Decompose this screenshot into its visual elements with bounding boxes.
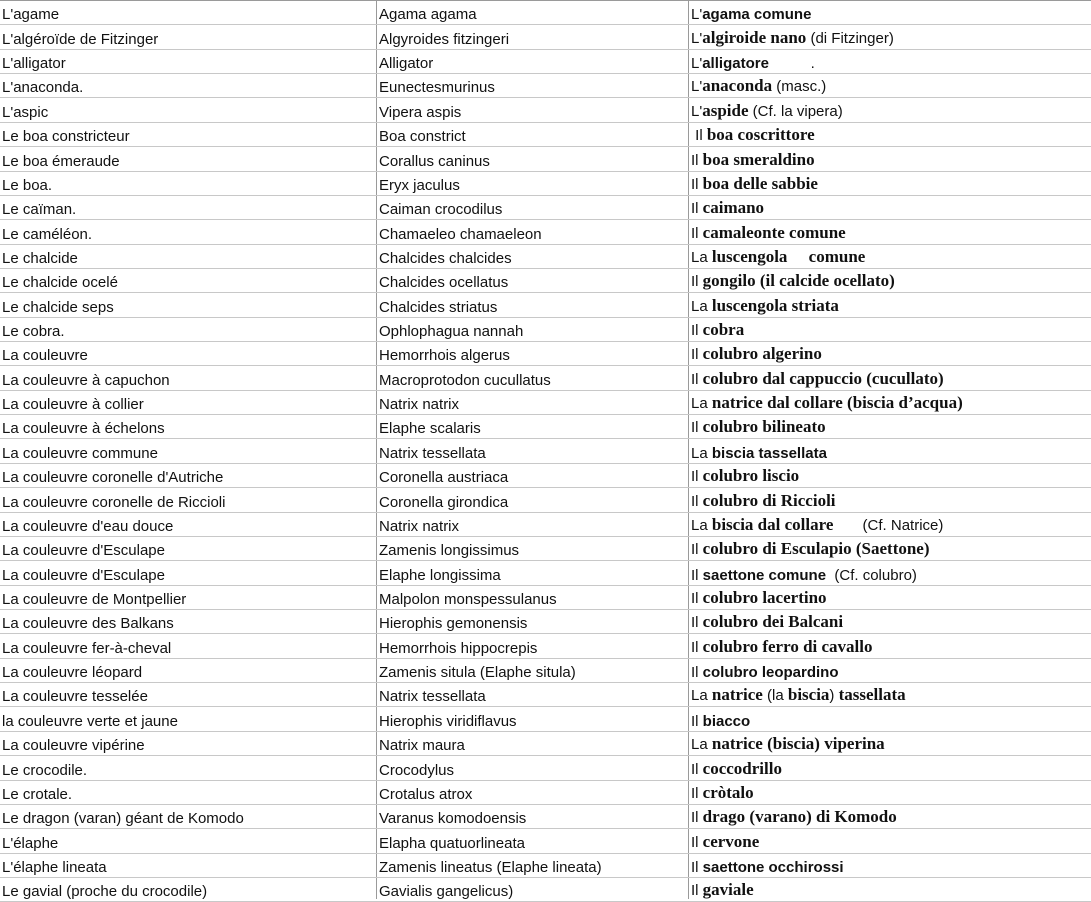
italian-name-bold: colubro bilineato xyxy=(702,417,826,437)
italian-name-text: L' xyxy=(691,102,703,120)
italian-name-bold: aspide xyxy=(702,100,749,120)
italian-name-text: Il xyxy=(691,614,703,632)
italian-name-text: La xyxy=(691,736,712,754)
table-row xyxy=(0,1,1091,25)
italian-name-bold: colubro liscio xyxy=(702,466,800,486)
cell-scientific-name[interactable]: Zamenis lineatus (Elaphe lineata) xyxy=(379,858,602,876)
cell-french-name[interactable]: Le chalcide seps xyxy=(2,298,114,316)
italian-name-text: (Cf. colubro) xyxy=(826,566,917,584)
cell-french-name[interactable]: Le dragon (varan) géant de Komodo xyxy=(2,810,244,828)
table-row xyxy=(0,781,1091,805)
italian-name-bold: agama comune xyxy=(702,6,812,24)
italian-name-text: La xyxy=(691,395,712,413)
cell-french-name[interactable]: Le boa. xyxy=(2,176,53,194)
cell-french-name[interactable]: Le crocodile. xyxy=(2,761,88,779)
cell-italian-name[interactable] xyxy=(691,123,1089,146)
italian-name-text: Il xyxy=(691,638,703,656)
table-row xyxy=(0,220,1091,244)
cell-italian-name[interactable] xyxy=(691,513,1089,536)
italian-name-bold: colubro algerino xyxy=(702,344,822,364)
italian-name-text: Il xyxy=(691,541,703,559)
table-row xyxy=(0,366,1091,390)
italian-name-text: Il xyxy=(691,858,703,876)
italian-name-bold: natrice (biscia) viperina xyxy=(711,734,885,754)
italian-name-text: Il xyxy=(691,784,703,802)
italian-name-text: Il xyxy=(691,224,703,242)
italian-name-bold: camaleonte comune xyxy=(702,222,846,242)
cell-italian-name[interactable] xyxy=(691,1,1089,24)
table-row xyxy=(0,683,1091,707)
cell-scientific-name[interactable]: Natrix natrix xyxy=(379,396,460,414)
italian-name-text: L' xyxy=(691,55,703,73)
cell-italian-name[interactable] xyxy=(691,245,1089,268)
cell-scientific-name[interactable]: Hierophis gemonensis xyxy=(379,615,528,633)
italian-name-text: (la xyxy=(762,687,788,705)
italian-name-bold: biacco xyxy=(702,712,751,730)
cell-italian-name[interactable] xyxy=(691,439,1089,462)
table-row xyxy=(0,25,1091,49)
italian-name-text: (Cf. la vipera) xyxy=(748,102,843,120)
italian-name-text: Il xyxy=(691,882,703,900)
cell-scientific-name[interactable]: Eunectesmurinus xyxy=(379,79,495,97)
italian-name-text: Il xyxy=(691,566,703,584)
italian-name-text: Il xyxy=(691,419,703,437)
cell-scientific-name[interactable]: Varanus komodoensis xyxy=(379,810,527,828)
italian-name-text: Il xyxy=(691,712,703,730)
cell-scientific-name[interactable]: Ophlophagua nannah xyxy=(379,323,524,341)
table-row xyxy=(0,293,1091,317)
table-body xyxy=(0,1,1091,902)
cell-french-name[interactable]: Le cobra. xyxy=(2,323,65,341)
table-row xyxy=(0,488,1091,512)
cell-italian-name[interactable] xyxy=(691,537,1089,560)
cell-french-name[interactable]: La couleuvre vipérine xyxy=(2,737,145,755)
italian-name-text: Il xyxy=(691,151,703,169)
cell-french-name[interactable]: L'anaconda. xyxy=(2,79,84,97)
cell-italian-name[interactable] xyxy=(691,147,1089,170)
italian-name-text: La xyxy=(691,687,712,705)
cell-scientific-name[interactable]: Crocodylus xyxy=(379,761,455,779)
cell-scientific-name[interactable]: Crotalus atrox xyxy=(379,785,473,803)
cell-scientific-name[interactable]: Chalcides striatus xyxy=(379,298,498,316)
cell-italian-name[interactable] xyxy=(691,391,1089,414)
table-row xyxy=(0,586,1091,610)
table-row xyxy=(0,513,1091,537)
table-row xyxy=(0,269,1091,293)
table-row xyxy=(0,342,1091,366)
cell-french-name[interactable]: L'alligator xyxy=(2,55,66,73)
italian-name-bold: colubro dal cappuccio (cucullato) xyxy=(702,368,944,388)
italian-name-text: L' xyxy=(691,78,703,96)
italian-name-bold: gongilo (il calcide ocellato) xyxy=(702,271,895,291)
cell-french-name[interactable]: La couleuvre des Balkans xyxy=(2,615,174,633)
table-row xyxy=(0,245,1091,269)
italian-name-text: Il xyxy=(691,492,703,510)
cell-french-name[interactable]: La couleuvre de Montpellier xyxy=(2,590,187,608)
cell-scientific-name[interactable]: Coronella girondica xyxy=(379,493,509,511)
cell-french-name[interactable]: La couleuvre d'Esculape xyxy=(2,566,165,584)
cell-scientific-name[interactable]: Natrix maura xyxy=(379,737,465,755)
cell-italian-name[interactable] xyxy=(691,488,1089,511)
cell-scientific-name[interactable]: Boa constrict xyxy=(379,128,466,146)
cell-italian-name[interactable] xyxy=(691,756,1089,779)
cell-french-name[interactable]: L'élaphe lineata xyxy=(2,858,107,876)
italian-name-text: (Cf. Natrice) xyxy=(833,516,944,534)
italian-name-bold: boa smeraldino xyxy=(702,149,815,169)
italian-name-bold: drago (varano) di Komodo xyxy=(702,807,897,827)
cell-french-name[interactable]: La couleuvre coronelle d'Autriche xyxy=(2,469,224,487)
italian-name-text: Il xyxy=(691,370,703,388)
italian-name-text: L' xyxy=(691,29,703,47)
cell-french-name[interactable]: Le boa émeraude xyxy=(2,152,120,170)
cell-italian-name[interactable] xyxy=(691,464,1089,487)
table-row xyxy=(0,829,1091,853)
italian-name-bold: cobra xyxy=(702,320,745,340)
italian-name-text: Il xyxy=(691,664,703,682)
cell-italian-name[interactable] xyxy=(691,318,1089,341)
italian-name-text: Il xyxy=(691,468,703,486)
cell-scientific-name[interactable]: Corallus caninus xyxy=(379,152,490,170)
cell-scientific-name[interactable]: Agama agama xyxy=(379,6,477,24)
cell-scientific-name[interactable]: Elaphe longissima xyxy=(379,566,501,584)
italian-name-text: La xyxy=(691,248,712,266)
italian-name-bold: natrice dal collare (biscia d’acqua) xyxy=(711,393,963,413)
italian-name-text: Il xyxy=(691,322,703,340)
cell-french-name[interactable]: La couleuvre léopard xyxy=(2,664,143,682)
cell-italian-name[interactable] xyxy=(691,561,1089,584)
italian-name-bold: colubro ferro di cavallo xyxy=(702,636,873,656)
italian-name-text: (masc.) xyxy=(772,78,827,96)
table-row xyxy=(0,464,1091,488)
italian-name-text: (di Fitzinger) xyxy=(806,29,894,47)
cell-scientific-name[interactable]: Gavialis gangelicus) xyxy=(379,883,514,901)
table-row xyxy=(0,172,1091,196)
cell-italian-name[interactable] xyxy=(691,805,1089,828)
italian-name-text: Il xyxy=(691,589,703,607)
cell-french-name[interactable]: Le gavial (proche du crocodile) xyxy=(2,883,208,901)
cell-french-name[interactable]: L'agame xyxy=(2,6,60,24)
cell-scientific-name[interactable]: Eryx jaculus xyxy=(379,176,460,194)
cell-french-name[interactable]: Le caméléon. xyxy=(2,225,93,243)
italian-name-bold: coccodrillo xyxy=(702,758,782,778)
italian-name-bold: colubro lacertino xyxy=(702,587,827,607)
cell-italian-name[interactable] xyxy=(691,220,1089,243)
cell-french-name[interactable]: L'aspic xyxy=(2,103,49,121)
cell-scientific-name[interactable]: Chalcides chalcides xyxy=(379,249,512,267)
cell-italian-name[interactable] xyxy=(691,854,1089,877)
italian-name-bold: boa delle sabbie xyxy=(702,173,818,193)
cell-scientific-name[interactable]: Elaphe scalaris xyxy=(379,420,481,438)
cell-italian-name[interactable] xyxy=(691,366,1089,389)
italian-name-bold: biscia tassellata xyxy=(711,444,827,462)
cell-italian-name[interactable] xyxy=(691,74,1089,97)
cell-italian-name[interactable] xyxy=(691,829,1089,852)
cell-scientific-name[interactable]: Zamenis longissimus xyxy=(379,542,520,560)
cell-italian-name[interactable] xyxy=(691,586,1089,609)
table-row xyxy=(0,318,1091,342)
italian-name-bold: saettone comune xyxy=(702,566,827,584)
cell-french-name[interactable]: La couleuvre commune xyxy=(2,444,158,462)
table-row xyxy=(0,196,1091,220)
cell-french-name[interactable]: La couleuvre à capuchon xyxy=(2,371,170,389)
cell-scientific-name[interactable]: Macroprotodon cucullatus xyxy=(379,371,551,389)
cell-scientific-name[interactable]: Caiman crocodilus xyxy=(379,201,503,219)
italian-name-text: Il xyxy=(691,760,703,778)
cell-italian-name[interactable] xyxy=(691,878,1089,901)
cell-italian-name[interactable] xyxy=(691,293,1089,316)
cell-italian-name[interactable] xyxy=(691,610,1089,633)
cell-french-name[interactable]: La couleuvre à collier xyxy=(2,396,144,414)
italian-name-text: Il xyxy=(691,175,703,193)
italian-name-bold: gaviale xyxy=(702,880,754,900)
table-row xyxy=(0,854,1091,878)
table-row xyxy=(0,415,1091,439)
cell-french-name[interactable]: Le chalcide xyxy=(2,249,78,267)
cell-french-name[interactable]: L'algéroïde de Fitzinger xyxy=(2,30,159,48)
cell-scientific-name[interactable]: Natrix tessellata xyxy=(379,444,486,462)
italian-name-text: . xyxy=(768,55,815,73)
table-row xyxy=(0,707,1091,731)
cell-italian-name[interactable] xyxy=(691,196,1089,219)
italian-name-bold: caimano xyxy=(702,198,765,218)
table-row xyxy=(0,391,1091,415)
italian-name-text: Il xyxy=(691,809,703,827)
italian-name-bold: colubro leopardino xyxy=(702,664,839,682)
cell-italian-name[interactable] xyxy=(691,342,1089,365)
cell-french-name[interactable]: La couleuvre d'eau douce xyxy=(2,517,174,535)
italian-name-text: Il xyxy=(691,833,703,851)
italian-name-text: La xyxy=(691,297,712,315)
italian-name-bold: alligatore xyxy=(702,55,769,73)
table-row xyxy=(0,878,1091,902)
table-row xyxy=(0,439,1091,463)
italian-name-bold: colubro dei Balcani xyxy=(702,612,844,632)
cell-french-name[interactable]: La couleuvre tesselée xyxy=(2,688,148,706)
cell-french-name[interactable]: La couleuvre xyxy=(2,347,88,365)
italian-name-bold: biscia xyxy=(787,685,830,705)
cell-italian-name[interactable] xyxy=(691,98,1089,121)
cell-french-name[interactable]: Le crotale. xyxy=(2,785,73,803)
cell-scientific-name[interactable]: Chalcides ocellatus xyxy=(379,274,509,292)
cell-scientific-name[interactable]: Hemorrhois hippocrepis xyxy=(379,639,538,657)
italian-name-bold: luscengola striata xyxy=(711,295,839,315)
table-row xyxy=(0,98,1091,122)
cell-italian-name[interactable] xyxy=(691,634,1089,657)
cell-french-name[interactable]: Le chalcide ocelé xyxy=(2,274,118,292)
italian-name-bold: biscia dal collare xyxy=(711,514,834,534)
table-row xyxy=(0,732,1091,756)
table-row xyxy=(0,659,1091,683)
cell-scientific-name[interactable]: Coronella austriaca xyxy=(379,469,509,487)
cell-scientific-name[interactable]: Malpolon monspessulanus xyxy=(379,590,557,608)
cell-scientific-name[interactable]: Hierophis viridiflavus xyxy=(379,712,517,730)
italian-name-text: ) xyxy=(829,687,839,705)
cell-scientific-name[interactable]: Elapha quatuorlineata xyxy=(379,834,525,852)
table-row xyxy=(0,756,1091,780)
cell-french-name[interactable]: La couleuvre d'Esculape xyxy=(2,542,165,560)
cell-italian-name[interactable] xyxy=(691,269,1089,292)
cell-italian-name[interactable] xyxy=(691,707,1089,730)
table-row xyxy=(0,634,1091,658)
italian-name-text: Il xyxy=(691,127,707,145)
cell-italian-name[interactable] xyxy=(691,50,1089,73)
cell-italian-name[interactable] xyxy=(691,415,1089,438)
cell-french-name[interactable]: Le caïman. xyxy=(2,201,77,219)
italian-name-bold: anaconda xyxy=(702,76,773,96)
italian-name-text: Il xyxy=(691,200,703,218)
cell-scientific-name[interactable]: Chamaeleo chamaeleon xyxy=(379,225,542,243)
italian-name-text: La xyxy=(691,444,712,462)
cell-french-name[interactable]: la couleuvre verte et jaune xyxy=(2,712,178,730)
cell-scientific-name[interactable]: Natrix natrix xyxy=(379,517,460,535)
italian-name-text: Il xyxy=(691,346,703,364)
cell-french-name[interactable]: La couleuvre coronelle de Riccioli xyxy=(2,493,226,511)
italian-name-bold: algiroide nano xyxy=(702,27,807,47)
italian-name-bold: natrice xyxy=(711,685,763,705)
cell-scientific-name[interactable]: Hemorrhois algerus xyxy=(379,347,510,365)
italian-name-bold: tassellata xyxy=(838,685,906,705)
table-row xyxy=(0,805,1091,829)
italian-name-bold: saettone occhirossi xyxy=(702,858,844,876)
table-row xyxy=(0,147,1091,171)
table-row xyxy=(0,50,1091,74)
cell-italian-name[interactable] xyxy=(691,732,1089,755)
italian-name-text: L' xyxy=(691,6,703,24)
cell-italian-name[interactable] xyxy=(691,659,1089,682)
cell-scientific-name[interactable]: Zamenis situla (Elaphe situla) xyxy=(379,664,576,682)
cell-french-name[interactable]: La couleuvre fer-à-cheval xyxy=(2,639,172,657)
italian-name-text: La xyxy=(691,516,712,534)
cell-italian-name[interactable] xyxy=(691,683,1089,706)
cell-scientific-name[interactable]: Alligator xyxy=(379,55,434,73)
italian-name-bold: cròtalo xyxy=(702,782,754,802)
cell-scientific-name[interactable]: Vipera aspis xyxy=(379,103,462,121)
italian-name-bold: luscengola comune xyxy=(711,246,866,266)
cell-french-name[interactable]: La couleuvre à échelons xyxy=(2,420,165,438)
table-row xyxy=(0,561,1091,585)
italian-name-bold: colubro di Riccioli xyxy=(702,490,836,510)
italian-name-text: Il xyxy=(691,273,703,291)
cell-french-name[interactable]: Le boa constricteur xyxy=(2,128,130,146)
italian-name-bold: cervone xyxy=(702,831,760,851)
cell-scientific-name[interactable]: Natrix tessellata xyxy=(379,688,486,706)
cell-italian-name[interactable] xyxy=(691,781,1089,804)
table-row xyxy=(0,123,1091,147)
cell-scientific-name[interactable]: Algyroides fitzingeri xyxy=(379,30,510,48)
cell-french-name[interactable]: L'élaphe xyxy=(2,834,59,852)
cell-italian-name[interactable] xyxy=(691,172,1089,195)
table-row xyxy=(0,610,1091,634)
italian-name-bold: colubro di Esculapio (Saettone) xyxy=(702,539,930,559)
table-row xyxy=(0,74,1091,98)
italian-name-bold: boa coscrittore xyxy=(706,125,815,145)
cell-italian-name[interactable] xyxy=(691,25,1089,48)
table-row xyxy=(0,537,1091,561)
